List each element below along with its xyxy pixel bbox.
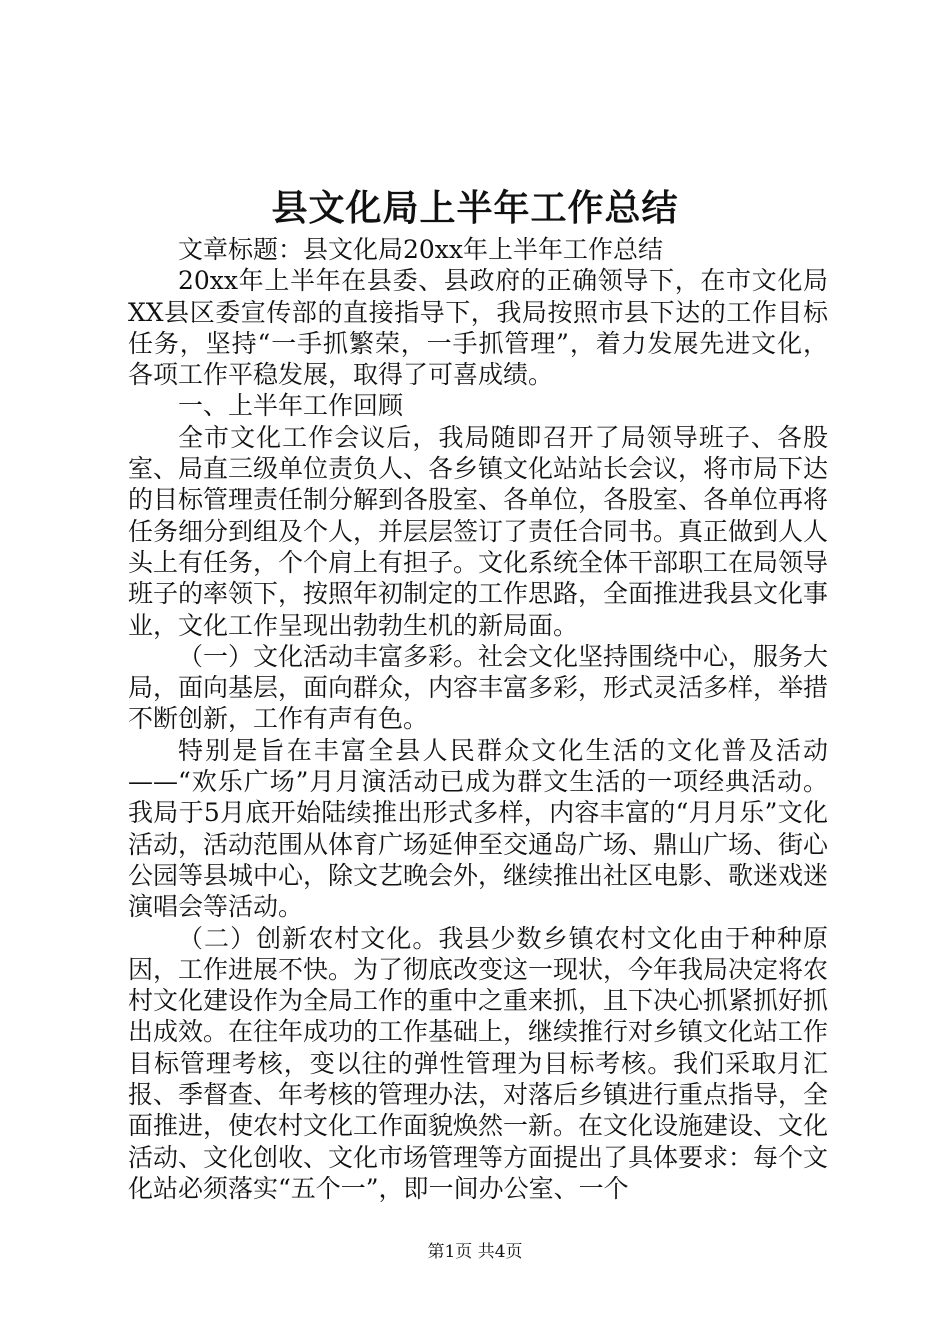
page-footer: 第1页 共4页 xyxy=(427,1242,523,1262)
document-title: 县文化局上半年工作总结 xyxy=(271,187,679,229)
section-heading-review: 一、上半年工作回顾 xyxy=(178,391,404,421)
paragraph-happy-square: 特别是旨在丰富全县人民群众文化生活的文化普及活动——“欢乐广场”月月演活动已成为群文生活的一项经典活动。我局于5月底开始陆续推出形式多样，内容丰富的“月月乐”文化活动，活动范围从体育广场延伸至交通岛广场、鼎山广场、街心公园等县城中心，除文艺晚会外，继续推出社区电影、歌迷戏迷演唱会等活动。 xyxy=(128,735,829,922)
paragraph-rural-culture: （二）创新农村文化。我县少数乡镇农村文化由于种种原因，工作进展不快。为了彻底改变这一现状，今年我局决定将农村文化建设作为全局工作的重中之重来抓，且下决心抓紧抓好抓出成效。在往年成功的工作基础上，继续推行对乡镇文化站工作目标管理考核，变以往的弹性管理为目标考核。我们采取月汇报、季督查、年考核的管理办法，对落后乡镇进行重点指导，全面推进，使农村文化工作面貌焕然一新。在文化设施建设、文化活动、文化创收、文化市场管理等方面提出了具体要求：每个文化站必须落实“五个一”，即一间办公室、一个 xyxy=(128,923,829,1203)
document-body xyxy=(128,234,828,1204)
paragraph-intro: 20xx年上半年在县委、县政府的正确领导下，在市文化局XX县区委宣传部的直接指导下，我局按照市县下达的工作目标任务，坚持“一手抓繁荣，一手抓管理”，着力发展先进文化，各项工作平稳发展，取得了可喜成绩。 xyxy=(128,266,828,390)
paragraph-cultural-activities: （一）文化活动丰富多彩。社会文化坚持围绕中心，服务大局，面向基层，面向群众，内容丰富多彩，形式灵活多样，举措不断创新，工作有声有色。 xyxy=(128,641,829,734)
paragraph-article-title: 文章标题：县文化局20xx年上半年工作总结 xyxy=(178,235,664,264)
paragraph-meeting: 全市文化工作会议后，我局随即召开了局领导班子、各股室、局直三级单位责负人、各乡镇文化站站长会议，将市局下达的目标管理责任制分解到各股室、各单位，各股室、各单位再将任务细分到组及个人，并层层签订了责任合同书。真正做到人人头上有任务，个个肩上有担子。文化系统全体干部职工在局领导班子的率领下，按照年初制定的工作思路，全面推进我县文化事业，文化工作呈现出勃勃生机的新局面。 xyxy=(128,422,829,640)
